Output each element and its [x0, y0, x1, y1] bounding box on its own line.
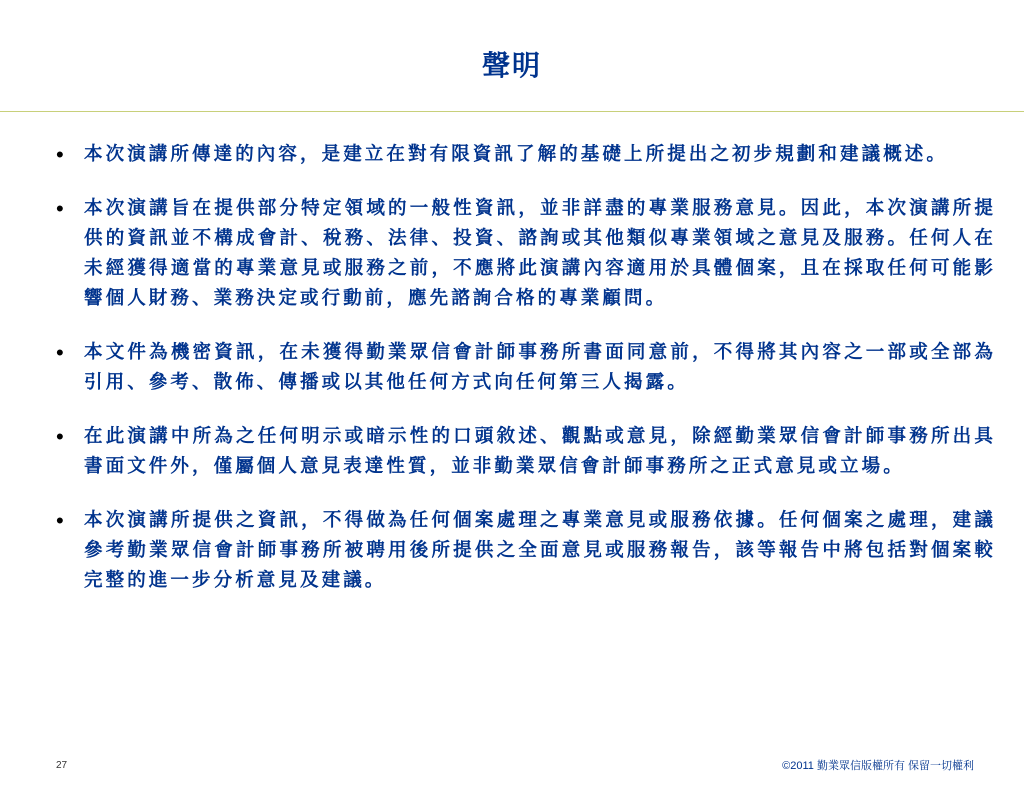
list-item [56, 194, 996, 314]
copyright-notice: ©2011 勤業眾信版權所有 保留一切權利 [782, 760, 974, 772]
list-item-text: 在此演講中所為之任何明示或暗示性的口頭敘述、觀點或意見，除經勤業眾信會計師事務所出具書面文件外，僅屬個人意見表達性質，並非勤業眾信會計師事務所之正式意見或立場。 [84, 426, 996, 477]
list-item-text: 本次演講所提供之資訊，不得做為任何個案處理之專業意見或服務依據。任何個案之處理，建議參考勤業眾信會計師事務所被聘用後所提供之全面意見或服務報告，該等報告中將包括對個案較完整的進一步分析意見及建議。 [84, 510, 996, 591]
page-title: 聲明 [481, 49, 542, 82]
list-item-text: 本次演講所傳達的內容，是建立在對有限資訊了解的基礎上所提出之初步規劃和建議概述。 [84, 144, 949, 165]
list-item [56, 506, 996, 596]
bullet-icon: • [56, 340, 67, 365]
bullet-icon: • [56, 424, 67, 449]
bullet-icon: • [56, 196, 67, 221]
list-item [56, 338, 996, 398]
list-item-text: 本文件為機密資訊，在未獲得勤業眾信會計師事務所書面同意前，不得將其內容之一部或全部為引用、參考、散佈、傳播或以其他任何方式向任何第三人揭露。 [84, 342, 996, 393]
disclaimer-list [56, 140, 996, 620]
list-item [56, 422, 996, 482]
list-item-text: 本次演講旨在提供部分特定領域的一般性資訊，並非詳盡的專業服務意見。因此，本次演講所提供的資訊並不構成會計、稅務、法律、投資、諮詢或其他類似專業領域之意見及服務。任何人在未經獲得適當的專業意見或服務之前，不應將此演講內容適用於具體個案，且在採取任何可能影響個人財務、業務決定或行動前，應先諮詢合格的專業顧問。 [84, 198, 996, 309]
bullet-icon: • [56, 508, 67, 533]
page-number: 27 [56, 760, 68, 771]
bullet-icon: • [56, 142, 67, 167]
list-item [56, 140, 996, 170]
title-divider [0, 111, 1024, 112]
